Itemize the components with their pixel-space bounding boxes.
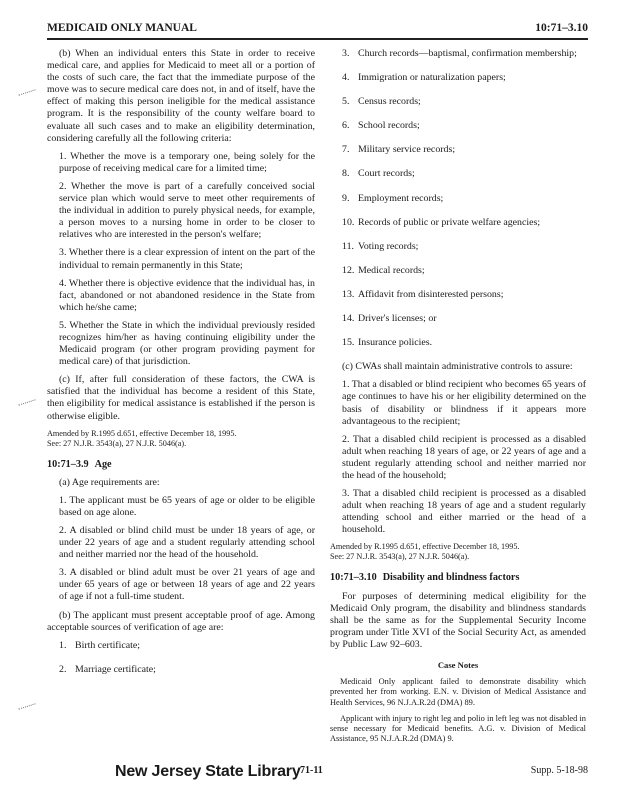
margin-mark [18, 703, 36, 710]
right-column [330, 48, 586, 750]
source-1: 1. Birth certificate; [59, 639, 140, 651]
source-13: 13. Affidavit from disinterested persons; [342, 288, 504, 300]
source-8: 8. Court records; [342, 168, 415, 180]
library-stamp: New Jersey State Library [115, 763, 301, 780]
source-9: 9. Employment records; [342, 192, 444, 204]
paragraph-c: (c) If, after full consideration of these factors, the CWA is satisfied that the individual has become a resident of this State, then eligibility for medical assistance is established if the person is otherwise eligible. [47, 374, 315, 422]
source-3: 3. Church records—baptismal, confirmation membership; [342, 48, 577, 59]
source-15: 15. Insurance policies. [342, 337, 433, 349]
age-requirement-2: 2. A disabled or blind child must be under 18 years of age, or under 22 years of age and a student regularly attending school and neither married nor the head of the household. [59, 525, 315, 561]
paragraph-a: (a) Age requirements are: [59, 476, 160, 488]
age-requirement-1: 1. The applicant must be 65 years of age or older to be eligible based on age alone. [59, 494, 315, 518]
control-2: 2. That a disabled child recipient is processed as a disabled adult when reaching 18 years of age, or 22 years of age and a student regularly attending school and neither married nor the head of the household; [342, 433, 586, 481]
amendment-note: Amended by R.1995 d.651, effective December 18, 1995. See: 27 N.J.R. 3543(a), 27 N.J.R. 5046(a). [47, 428, 237, 448]
left-column [47, 48, 315, 688]
sources-list [330, 48, 586, 349]
margin-mark [18, 89, 36, 96]
age-requirement-3: 3. A disabled or blind adult must be over 21 years of age and under 65 years of age or between 18 years of age and 22 years of age if not a full-time student. [59, 567, 315, 603]
case-note-2: Applicant with injury to right leg and polio in left leg was not disabled in sense necessary for Medicaid benefits. A.G. v. Division of Medical Assistance, 95 N.J.A.R.2d (DMA) 9. [330, 713, 586, 744]
control-3: 3. That a disabled child recipient is processed as a disabled adult when reaching 18 years of age and a student regularly attending school and either married or the head of a household. [342, 488, 586, 536]
section-heading-3-9: 10:71–3.9 Age [47, 458, 112, 470]
criterion-2: 2. Whether the move is part of a carefully conceived social service plan which would serve to meet other requirements of the individual in addition to purely physical needs, for example, a person moves to a nursing home in order to be closer to relatives who are interested in the person's welfare; [59, 180, 315, 241]
disability-paragraph: For purposes of determining medical eligibility for the Medicaid Only program, the disability and blindness standards shall be the same as for the Supplemental Security Income program under Title XVI of the Social Security Act, as amended by Public Law 92–603. [330, 590, 586, 650]
section-number: 10:71–3.10 [535, 22, 588, 34]
case-notes-title: Case Notes [437, 660, 479, 670]
running-header [47, 22, 588, 40]
manual-title: MEDICAID ONLY MANUAL [47, 22, 197, 34]
source-14: 14. Driver's licenses; or [342, 313, 437, 325]
case-note-1: Medicaid Only applicant failed to demonstrate disability which prevented her from working. E.N. v. Division of Medical Assistance and Health Services, 96 N.J.A.R.2d (DMA) 89. [330, 677, 586, 707]
criterion-3: 3. Whether there is a clear expression of intent on the part of the individual to remain permanently in this State; [59, 247, 315, 271]
source-11: 11. Voting records; [342, 240, 419, 252]
paragraph-b-proof: (b) The applicant must present acceptable proof of age. Among acceptable sources of verification of age are: [47, 609, 315, 633]
section-heading-3-10: 10:71–3.10 Disability and blindness factors [330, 572, 520, 584]
source-4: 4. Immigration or naturalization papers; [342, 72, 506, 84]
control-1: 1. That a disabled or blind recipient who becomes 65 years of age continues to have his or her eligibility determined on the basis of disability or blindness if it appears more advantageous to the recipient; [342, 379, 586, 427]
source-2: 2. Marriage certificate; [59, 663, 156, 675]
amendment-note: Amended by R.1995 d.651, effective December 18, 1995. See: 27 N.J.R. 3543(a), 27 N.J.R. 5046(a). [330, 542, 520, 562]
supplement-date: Supp. 5-18-98 [530, 765, 588, 776]
source-12: 12. Medical records; [342, 264, 425, 276]
paragraph-b: (b) When an individual enters this State in order to receive medical care, and applies for Medicaid to meet all or a portion of the costs of such care, the fact that the immediate purpose of the move was to secure medical care does not, in and of itself, have the effect of making this person ineligible for the medical assistance program. It is the responsibility of the county welfare board to evaluate all such cases and to make an eligibility determination, considering carefully all the following criteria: [47, 48, 315, 144]
source-7: 7. Military service records; [342, 144, 456, 156]
paragraph-c-controls: (c) CWAs shall maintain administrative controls to assure: [342, 361, 573, 373]
source-6: 6. School records; [342, 120, 420, 132]
source-5: 5. Census records; [342, 96, 421, 108]
criterion-5: 5. Whether the State in which the individual previously resided recognizes him/her as having continuing eligibility under the Medicaid program (or other program providing payment for medical care) of that jurisdiction. [59, 319, 315, 368]
criterion-1: 1. Whether the move is a temporary one, being solely for the purpose of receiving medical care for a limited time; [59, 150, 315, 174]
page-number: 71-11 [300, 765, 323, 776]
margin-mark [18, 399, 36, 406]
criterion-4: 4. Whether there is objective evidence that the individual has, in fact, abandoned or not abandoned residence in the State from which he/she came; [59, 277, 315, 313]
source-10: 10. Records of public or private welfare agencies; [342, 216, 541, 228]
